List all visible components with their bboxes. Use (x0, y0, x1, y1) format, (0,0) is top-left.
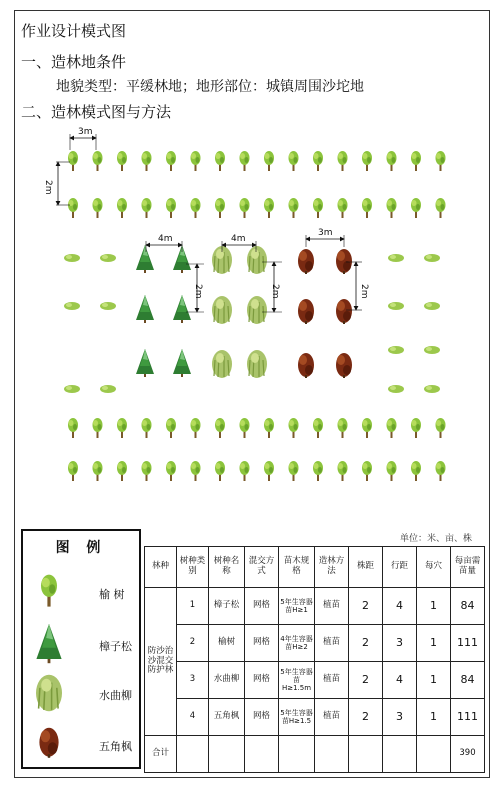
elm-tree (215, 151, 225, 171)
elm-tree (362, 151, 372, 171)
table-cell: 84 (451, 662, 485, 699)
maple-tree (336, 249, 352, 274)
table-cell: 网格 (245, 588, 279, 625)
legend-label-pine: 樟子松 (99, 640, 132, 653)
elm-tree (362, 418, 372, 438)
header-cell: 行距 (383, 547, 417, 588)
table-cell: 1 (417, 625, 451, 662)
header-cell: 树种类别 (177, 547, 209, 588)
elm-tree (338, 151, 348, 171)
table-cell: 网格 (245, 662, 279, 699)
elm-tree (93, 461, 103, 481)
elm-tree (338, 418, 348, 438)
elm-tree (166, 198, 176, 218)
elm-tree (313, 198, 323, 218)
willow-tree (212, 350, 232, 378)
table-cell: 2 (349, 662, 383, 699)
dim-maple-row-label: 2m (359, 284, 369, 299)
pine-tree (136, 349, 154, 377)
table-cell: 植苗 (315, 625, 349, 662)
table-header-row (145, 547, 485, 588)
site-conditions: 地貌类型：平缓林地；地形部位：城镇周围沙坨地 (56, 79, 364, 95)
elm-tree (93, 198, 103, 218)
dim-pine-col-label: 4m (158, 234, 173, 244)
planting-table (144, 546, 485, 773)
table-cell: 五角枫 (209, 699, 245, 736)
section-2-heading: 二、造林模式图与方法 (21, 103, 172, 121)
table-cell: 网格 (245, 699, 279, 736)
dim-maple-col-label: 3m (318, 228, 333, 238)
elm-tree (166, 418, 176, 438)
table-row (145, 588, 485, 625)
forest-type-cell: 防沙治沙混交防护林 (145, 588, 177, 736)
elm-shrub (64, 385, 80, 393)
dim-pine-row-label: 2m (193, 284, 203, 299)
table-cell: 2 (349, 625, 383, 662)
legend-label-willow: 水曲柳 (99, 689, 132, 702)
elm-shrub (388, 346, 404, 354)
mixed-block (64, 245, 440, 393)
total-label: 合计 (145, 736, 177, 773)
elm-tree (142, 418, 152, 438)
table-cell: 3 (177, 662, 209, 699)
elm-tree (313, 461, 323, 481)
table-cell: 1 (417, 662, 451, 699)
elm-tree (240, 461, 250, 481)
dim-elm-row-label: 2m (43, 180, 53, 195)
elm-tree (289, 418, 299, 438)
elm-tree (117, 151, 127, 171)
elm-tree (289, 151, 299, 171)
elm-shrub (64, 254, 80, 262)
elm-tree (240, 418, 250, 438)
elm-tree (289, 198, 299, 218)
dim-elm-col (70, 127, 96, 150)
elm-tree (436, 461, 446, 481)
maple-tree (336, 299, 352, 324)
header-cell: 每亩需苗量 (451, 547, 485, 588)
pine-tree (173, 295, 191, 323)
elm-shrub (100, 302, 116, 310)
table-cell: 4 (383, 588, 417, 625)
header-cell: 造林方法 (315, 547, 349, 588)
table-cell: 樟子松 (209, 588, 245, 625)
willow-tree (247, 350, 267, 378)
elm-tree (142, 198, 152, 218)
elm-tree (240, 151, 250, 171)
elm-tree (68, 418, 78, 438)
table-cell: 111 (451, 625, 485, 662)
elm-tree (338, 461, 348, 481)
maple-tree (298, 249, 314, 274)
table-cell: 4年生容器苗H≥2 (279, 625, 315, 662)
table-cell: 2 (349, 699, 383, 736)
page-title: 作业设计模式图 (21, 22, 127, 40)
header-cell: 混交方式 (245, 547, 279, 588)
table-cell: 111 (451, 699, 485, 736)
dim-maple-col (306, 228, 344, 247)
table-total-row (145, 736, 485, 773)
pine-tree (136, 245, 154, 273)
dim-pine-col (146, 234, 182, 252)
elm-tree (215, 418, 225, 438)
legend-box (21, 529, 141, 769)
header-cell: 林种 (145, 547, 177, 588)
table-cell: 网格 (245, 625, 279, 662)
table-cell: 2 (349, 588, 383, 625)
legend-title: 图 例 (55, 540, 107, 556)
maple-tree-icon (35, 721, 75, 761)
table-cell: 植苗 (315, 699, 349, 736)
willow-tree (212, 296, 232, 324)
dim-elm-col-label: 3m (78, 127, 93, 137)
table-cell: 2 (177, 625, 209, 662)
elm-tree (191, 418, 201, 438)
elm-tree (338, 198, 348, 218)
elm-tree (215, 461, 225, 481)
elm-shrub (424, 302, 440, 310)
legend-label-elm: 榆 树 (99, 588, 125, 601)
elm-tree (93, 418, 103, 438)
elm-tree (411, 461, 421, 481)
elm-tree (362, 198, 372, 218)
elm-tree (411, 151, 421, 171)
elm-tree (264, 198, 274, 218)
elm-shrub (388, 385, 404, 393)
elm-tree-icon (35, 569, 75, 609)
elm-tree (387, 198, 397, 218)
header-cell: 每穴 (417, 547, 451, 588)
elm-tree (313, 151, 323, 171)
table-cell: 5年生容器苗H≥1.5 (279, 699, 315, 736)
elm-tree (68, 198, 78, 218)
table-cell: 水曲柳 (209, 662, 245, 699)
willow-tree (247, 296, 267, 324)
elm-tree (436, 418, 446, 438)
dim-willow-row-label: 2m (270, 284, 280, 299)
pine-tree (173, 349, 191, 377)
elm-tree (387, 461, 397, 481)
elm-tree (191, 151, 201, 171)
header-cell: 苗木规格 (279, 547, 315, 588)
total-value: 390 (451, 736, 485, 773)
table-cell: 3 (383, 625, 417, 662)
elm-tree (436, 151, 446, 171)
elm-tree (362, 461, 372, 481)
table-cell: 84 (451, 588, 485, 625)
maple-tree (298, 299, 314, 324)
table-cell: 植苗 (315, 662, 349, 699)
elm-shrub (388, 254, 404, 262)
legend-label-maple: 五角枫 (99, 740, 132, 753)
dim-willow-col-label: 4m (231, 234, 246, 244)
elm-tree (191, 461, 201, 481)
elm-shrub (388, 302, 404, 310)
elm-tree (117, 418, 127, 438)
willow-tree (247, 246, 267, 274)
elm-tree (68, 461, 78, 481)
elm-tree (289, 461, 299, 481)
elm-tree (191, 198, 201, 218)
elm-tree (436, 198, 446, 218)
elm-tree (215, 198, 225, 218)
elm-shrub (100, 254, 116, 262)
table-cell: 4 (177, 699, 209, 736)
elm-shrub (100, 385, 116, 393)
maple-tree (298, 353, 314, 378)
table-cell: 植苗 (315, 588, 349, 625)
pine-tree-icon (35, 623, 75, 667)
table-cell: 1 (417, 699, 451, 736)
table-cell: 1 (177, 588, 209, 625)
willow-tree-icon (35, 671, 75, 715)
elm-tree (142, 151, 152, 171)
dim-elm-row (43, 162, 70, 205)
elm-shrub (424, 346, 440, 354)
elm-tree (264, 151, 274, 171)
elm-shrub (64, 302, 80, 310)
table-cell: 1 (417, 588, 451, 625)
dim-pine-row (186, 264, 204, 312)
header-cell: 树种名称 (209, 547, 245, 588)
elm-tree (240, 198, 250, 218)
elm-tree (166, 461, 176, 481)
elm-shrub (424, 385, 440, 393)
elm-tree (68, 151, 78, 171)
elm-tree (93, 151, 103, 171)
pine-tree (136, 295, 154, 323)
section-1-heading: 一、造林地条件 (21, 53, 127, 71)
unit-label: 单位：米、亩、株 (400, 534, 473, 544)
elm-tree (166, 151, 176, 171)
table-cell: 榆树 (209, 625, 245, 662)
elm-tree (313, 418, 323, 438)
elm-tree (411, 418, 421, 438)
elm-shrub (424, 254, 440, 262)
elm-tree (264, 418, 274, 438)
table-cell: 5年生容器苗H≥1.5m (279, 662, 315, 699)
header-cell: 株距 (349, 547, 383, 588)
elm-tree (117, 461, 127, 481)
elm-tree (264, 461, 274, 481)
elm-tree (117, 198, 127, 218)
maple-tree (336, 353, 352, 378)
elm-tree (387, 151, 397, 171)
elm-tree (387, 418, 397, 438)
table-cell: 5年生容器苗H≥1 (279, 588, 315, 625)
table-cell: 3 (383, 699, 417, 736)
table-row (145, 662, 485, 699)
elm-tree (142, 461, 152, 481)
table-cell: 4 (383, 662, 417, 699)
table-row (145, 699, 485, 736)
table-row (145, 625, 485, 662)
elm-tree (411, 198, 421, 218)
